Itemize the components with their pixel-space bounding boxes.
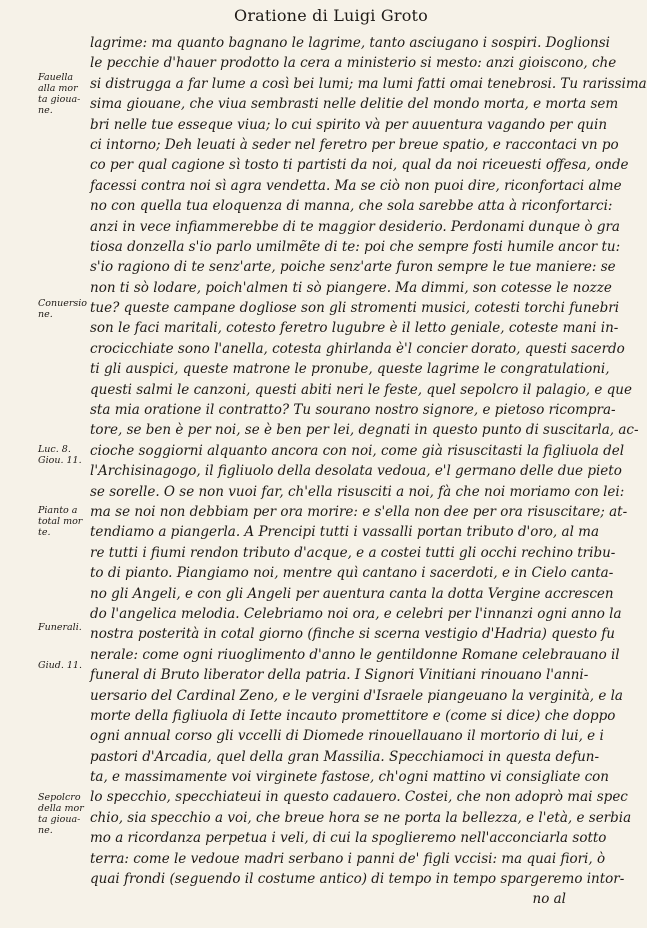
text-line: tiosa donzella s'io parlo umilmẽte di te: poi che sempre fosti humile ancor tu:: [90, 238, 621, 255]
text-line: tue? queste campane dogliose son gli stromenti musici, cotesti torchi funebri: [90, 300, 620, 317]
text-line: ma se noi non debbiam per ora morire: e s'ella non dee per ora risuscitare; at-: [90, 503, 628, 520]
text-line: re tutti i fiumi rendon tributo d'acque, e a costei tutti gli occhi rechino tribu-: [90, 544, 616, 561]
margin-note-giud: Giud. 11.: [38, 660, 82, 671]
margin-note-fauella: Fauella alla mor ta gioua- ne.: [38, 72, 81, 116]
text-line: do l'angelica melodia. Celebriamo noi ora, e celebri per l'innanzi ogni anno la: [90, 605, 622, 622]
text-line: l'Archisinagogo, il figliuolo della desolata vedoua, e'l germano delle due pieto: [90, 463, 622, 480]
text-line: lagrime: ma quanto bagnano le lagrime, tanto asciugano i sospiri. Doglionsi: [90, 35, 610, 51]
text-line: no gli Angeli, e con gli Angeli per auentura canta la dotta Vergine accrescen: [90, 585, 614, 602]
text-line: ogni annual corso gli vccelli di Diomede rinouellauano il mortorio di lui, e i: [90, 728, 604, 745]
text-line: ci intorno; Deh leuati à seder nel feretro per breue spatio, e raccontaci vn po: [90, 136, 619, 153]
margin-note-funerali: Funerali.: [38, 622, 82, 633]
text-line: bri nelle tue esseque viua; lo cui spirito và per auuentura vagando per quin: [90, 116, 608, 133]
text-line: lo specchio, specchiateui in questo cadauero. Costei, che non adoprò mai spec: [90, 789, 628, 806]
text-line: sta mia oratione il contratto? Tu sourano nostro signore, e pietoso ricompra-: [90, 402, 616, 419]
text-line: terra: come le vedoue madri serbano i panni de' figli vccisi: ma quai fiori, ò: [90, 850, 606, 867]
text-line: nostra posterità in cotal giorno (finche si scerna vestigio d'Hadria) questo fu: [90, 626, 615, 643]
catchword: no al: [532, 891, 566, 908]
text-line: ta, e massimamente voi virginete fastose, ch'ogni mattino vi consigliate con: [90, 769, 609, 786]
text-line: son le faci maritali, cotesto feretro lugubre è il letto geniale, coteste mani in-: [90, 320, 619, 337]
text-line: si distrugga a far lume a così bei lumi; ma lumi fatti omai tenebrosi. Tu rarissima: [90, 75, 647, 92]
text-line: ti gli auspici, queste matrone le pronube, queste lagrime le congratulationi,: [90, 361, 610, 378]
text-line: uersario del Cardinal Zeno, e le vergini d'Israele piangeuano la verginità, e la: [90, 687, 623, 704]
text-line: cioche soggiorni alquanto ancora con noi, come già risuscitasti la figliuola del: [90, 442, 625, 459]
text-line: s'io ragiono di te senz'arte, poiche senz'arte furon sempre le tue maniere: se: [90, 259, 616, 276]
text-line: tore, se ben è per noi, se è ben per lei, degnati in questo punto di suscitarla, ac-: [90, 422, 639, 439]
margin-note-sepolcro: Sepolcro della mor ta gioua- ne.: [38, 792, 84, 836]
text-line: to di pianto. Piangiamo noi, mentre quì cantano i sacerdoti, e in Cielo canta-: [90, 565, 614, 582]
text-line: facessi contra noi sì agra vendetta. Ma se ciò non puoi dire, riconfortaci alme: [90, 177, 622, 194]
text-line: funeral di Bruto liberator della patria. I Signori Vinitiani rinouano l'anni-: [90, 667, 589, 684]
text-line: crocicchiate sono l'anella, cotesta ghirlanda è'l concier dorato, questi sacerdo: [90, 340, 625, 357]
text-line: non ti sò lodare, poich'almen ti sò piangere. Ma dimmi, son cotesse le nozze: [90, 279, 612, 296]
margin-note-pianto: Pianto a total mor te.: [38, 505, 83, 538]
text-line: no con quella tua eloquenza di manna, che sola sarebbe atta à riconfortarci:: [90, 198, 613, 215]
text-line: questi salmi le canzoni, questi abiti neri le feste, quel sepolcro il palagio, e que: [90, 381, 632, 398]
text-line: sima giouane, che viua sembrasti nelle delitie del mondo morta, e morta sem: [90, 96, 619, 113]
text-line: nerale: come ogni riuoglimento d'anno le gentildonne Romane celebrauano il: [90, 646, 620, 663]
text-line: tendiamo a piangerla. A Prencipi tutti i vassalli portan tributo d'oro, al ma: [90, 524, 600, 541]
text-line: co per qual cagione sì tosto ti partisti da noi, qual da noi riceuesti offesa, onde: [90, 157, 629, 174]
text-line: chio, sia specchio a voi, che breue hora se ne porta la bellezza, e l'età, e serbia: [90, 809, 632, 826]
text-line: morte della figliuola di Iette incauto promettitore e (come si dice) che doppo: [90, 707, 616, 724]
text-line: anzi in vece infiammerebbe di te maggior desiderio. Perdonami dunque ò gra: [90, 218, 620, 235]
text-line: mo a ricordanza perpetua i veli, di cui la spoglieremo nell'acconciarla sotto: [90, 830, 607, 847]
text-line: quai frondi (seguendo il costume antico) di tempo in tempo spargeremo intor-: [90, 871, 625, 888]
running-head: Oratione di Luigi Groto: [234, 6, 429, 25]
text-line: se sorelle. O se non vuoi far, ch'ella risusciti a noi, fà che noi moriamo con lei:: [90, 483, 625, 500]
text-line: pastori d'Arcadia, quel della gran Massilia. Specchiamoci in questa defun-: [90, 748, 600, 765]
margin-note-luc-giou: Luc. 8. Giou. 11.: [38, 444, 82, 466]
body-text: [90, 33, 647, 910]
margin-note-conuersione: Conuersio ne.: [38, 298, 88, 320]
text-line: le pecchie d'hauer prodotto la cera a ministerio si mesto: anzi gioiscono, che: [90, 55, 617, 72]
